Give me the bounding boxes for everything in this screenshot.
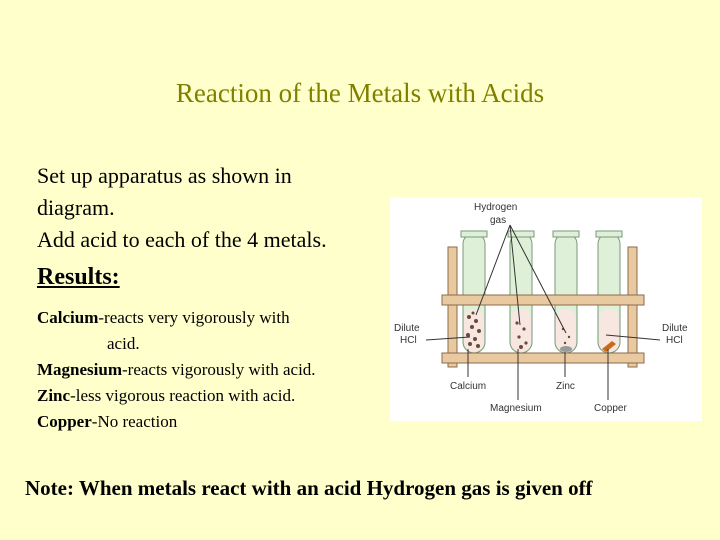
label-dilute-right: Dilute xyxy=(662,323,688,334)
label-copper: Copper xyxy=(594,403,627,414)
result-continuation: acid. xyxy=(107,334,140,353)
rack-post-right xyxy=(628,247,637,367)
label-zinc: Zinc xyxy=(556,381,575,392)
metal-name: Magnesium xyxy=(37,360,122,379)
test-tube-zinc xyxy=(553,231,579,353)
intro-text xyxy=(37,160,327,256)
label-calcium: Calcium xyxy=(450,381,487,392)
slide-title: Reaction of the Metals with Acids xyxy=(175,78,545,108)
reaction-text: -less vigorous reaction with acid. xyxy=(70,386,296,405)
reaction-text: -reacts very vigorously with xyxy=(98,308,290,327)
diagram-svg xyxy=(390,197,702,421)
results-list xyxy=(37,305,316,435)
test-tube-copper xyxy=(596,231,622,353)
label-dilute-left: Dilute xyxy=(394,323,420,334)
results-heading: Results: xyxy=(37,264,120,290)
rack-bottom-bar xyxy=(442,353,644,363)
metal-name: Zinc xyxy=(37,386,71,405)
intro-line: Add acid to each of the 4 metals. xyxy=(37,227,327,252)
reaction-text: -No reaction xyxy=(91,412,178,431)
metal-name: Calcium xyxy=(37,308,99,327)
acid-fill xyxy=(556,309,576,352)
rack-post-left xyxy=(448,247,457,367)
result-zinc xyxy=(37,383,316,409)
intro-line: Set up apparatus as shown in xyxy=(37,163,292,188)
label-hydrogen: Hydrogen xyxy=(474,202,518,213)
label-hcl-left: HCl xyxy=(400,335,417,346)
result-calcium xyxy=(37,305,316,331)
label-hcl-right: HCl xyxy=(666,335,683,346)
acid-fill xyxy=(464,309,484,352)
rack-top-bar xyxy=(442,295,644,305)
leader-lines xyxy=(426,225,660,400)
reaction-text: -reacts vigorously with acid. xyxy=(122,360,316,379)
test-tube-magnesium xyxy=(508,231,534,353)
test-tube-calcium xyxy=(461,231,487,353)
metal-name: Copper xyxy=(37,412,92,431)
label-magnesium: Magnesium xyxy=(490,403,542,414)
zinc-piece xyxy=(560,346,572,352)
result-magnesium xyxy=(37,357,316,383)
intro-line: diagram. xyxy=(37,195,115,220)
label-gas: gas xyxy=(490,215,507,226)
test-tube-diagram xyxy=(390,197,702,421)
note-text: Note: When metals react with an acid Hydrogen gas is given off xyxy=(25,476,593,500)
result-copper xyxy=(37,409,316,435)
